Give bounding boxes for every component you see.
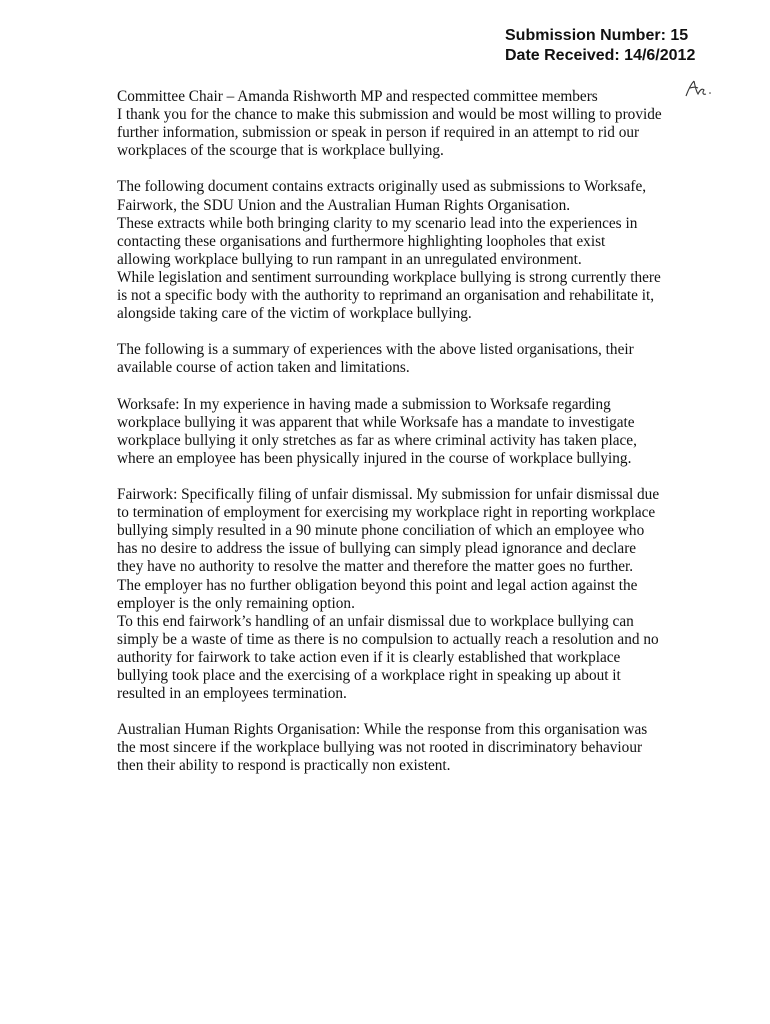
fairwork-conclusion-paragraph: To this end fairwork’s handling of an unfair dismissal due to workplace bullying can simply be a waste of time as there is no compulsion to actually reach a resolution and no authority for fairwork to take action even if it is clearly established that workplace bullying took place and the exercising of a workplace right in speaking up about it resulted in an employees termination. (117, 612, 659, 703)
submission-header (505, 26, 695, 66)
employer-obligation-paragraph: The employer has no further obligation beyond this point and legal action against the employer is the only remaining option. (117, 576, 638, 612)
summary-intro-paragraph: The following is a summary of experiences with the above listed organisations, their available course of action taken and limitations. (117, 341, 634, 377)
legislation-paragraph: While legislation and sentiment surrounding workplace bullying is strong currently there is not a specific body with the authority to reprimand an organisation and rehabilitate it, alongside taking care of the victim of workplace bullying. (117, 268, 661, 323)
extracts-paragraph: The following document contains extracts originally used as submissions to Worksafe, Fairwork, the SDU Union and the Australian Human Rights Organisation. (117, 178, 647, 214)
human-rights-paragraph: Australian Human Rights Organisation: While the response from this organisation was the most sincere if the workplace bullying was not rooted in discriminatory behaviour then their ability to respond is practically non existent. (117, 721, 648, 775)
salutation-paragraph: Committee Chair – Amanda Rishworth MP and respected committee members (117, 88, 598, 105)
intro-paragraph: I thank you for the chance to make this submission and would be most willing to provide further information, submission or speak in person if required in an attempt to rid our workplaces of the scourge that is workplace bullying. (117, 106, 662, 160)
worksafe-paragraph: Worksafe: In my experience in having made a submission to Worksafe regarding workplace bullying it was apparent that while Worksafe has a mandate to investigate workplace bullying it only stretches as far as where criminal activity has taken place, where an employee has been physically injured in the course of workplace bullying. (117, 395, 637, 467)
submission-body (117, 88, 662, 776)
extracts-context-paragraph: These extracts while both bringing clarity to my scenario lead into the experiences in contacting these organisations and furthermore highlighting loopholes that exist allowing workplace bullying to run rampant in an unregulated environment. (117, 214, 638, 268)
submission-number: Submission Number: 15 (505, 27, 689, 44)
handwritten-initials-mark (683, 78, 713, 100)
date-received: Date Received: 14/6/2012 (505, 47, 696, 64)
fairwork-paragraph: Fairwork: Specifically filing of unfair dismissal. My submission for unfair dismissal due to termination of employment for exercising my workplace right in reporting workplace bullying simply resulted in a 90 minute phone conciliation of which an employee who has no desire to address the issue of bullying can simply plead ignorance and declare they have no authority to resolve the matter and therefore the matter goes no further. (117, 486, 660, 576)
